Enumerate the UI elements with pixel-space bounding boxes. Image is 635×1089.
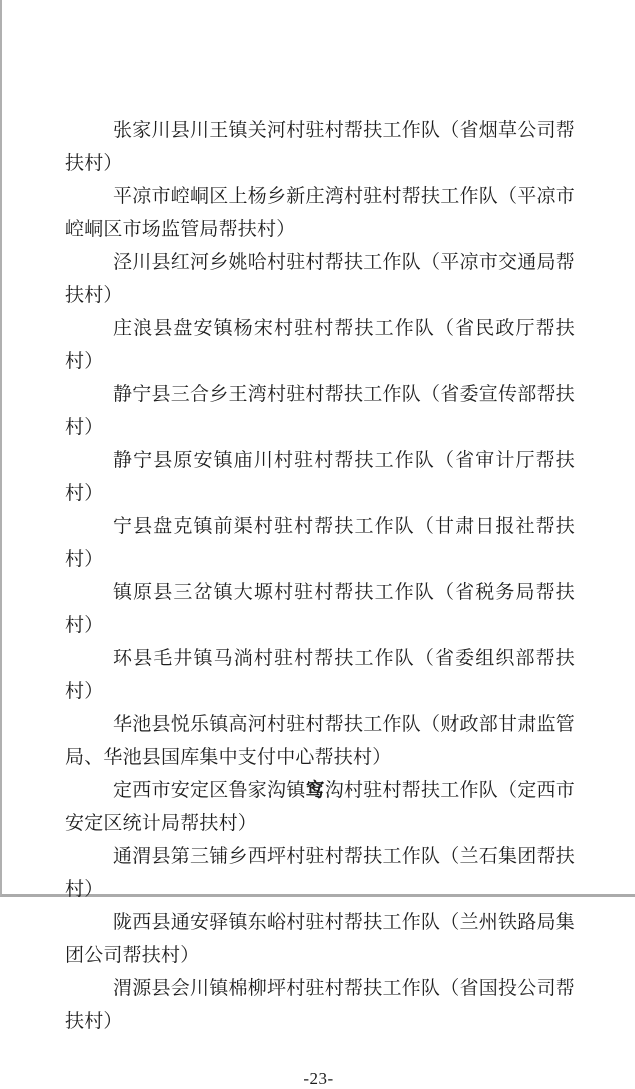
entry-text: 静宁县三合乡王湾村驻村帮扶工作队（省委宣传部帮扶村） bbox=[65, 384, 575, 438]
entry-paragraph bbox=[65, 906, 575, 972]
entry-paragraph bbox=[65, 708, 575, 774]
entry-paragraph bbox=[65, 444, 575, 510]
entry-text: 静宁县原安镇庙川村驻村帮扶工作队（省审计厅帮扶村） bbox=[65, 450, 575, 504]
entry-text: 渭源县会川镇棉柳坪村驻村帮扶工作队（省国投公司帮扶村） bbox=[65, 978, 575, 1032]
entry-paragraph bbox=[65, 576, 575, 642]
entry-text: 陇西县通安驿镇东峪村驻村帮扶工作队（兰州铁路局集团公司帮扶村） bbox=[65, 912, 575, 966]
entry-paragraph bbox=[65, 510, 575, 576]
entry-paragraph bbox=[65, 642, 575, 708]
entry-paragraph bbox=[65, 840, 575, 906]
entry-text: 沟村驻村帮扶工作队（定西市安定区统计局帮扶村） bbox=[65, 780, 575, 834]
entry-paragraph bbox=[65, 114, 575, 180]
entry-text: 庄浪县盘安镇杨宋村驻村帮扶工作队（省民政厅帮扶村） bbox=[65, 318, 575, 372]
entry-paragraph bbox=[65, 180, 575, 246]
entry-text: 张家川县川王镇关河村驻村帮扶工作队（省烟草公司帮扶村） bbox=[65, 120, 575, 174]
entry-paragraph bbox=[65, 312, 575, 378]
entry-text: 环县毛井镇马淌村驻村帮扶工作队（省委组织部帮扶村） bbox=[65, 648, 575, 702]
entry-paragraph bbox=[65, 774, 575, 840]
entry-text: 镇原县三岔镇大塬村驻村帮扶工作队（省税务局帮扶村） bbox=[65, 582, 575, 636]
entry-text: 平凉市崆峒区上杨乡新庄湾村驻村帮扶工作队（平凉市崆峒区市场监管局帮扶村） bbox=[65, 186, 575, 240]
document-body bbox=[2, 0, 635, 1038]
entry-paragraph bbox=[65, 378, 575, 444]
entry-text-bold-glyph: 窎 bbox=[305, 780, 325, 801]
entry-text: 定西市安定区鲁家沟镇 bbox=[113, 780, 306, 801]
entry-text: 宁县盘克镇前渠村驻村帮扶工作队（甘肃日报社帮扶村） bbox=[65, 516, 575, 570]
page-number: -23- bbox=[303, 1069, 334, 1088]
entry-text: 泾川县红河乡姚哈村驻村帮扶工作队（平凉市交通局帮扶村） bbox=[65, 252, 575, 306]
entry-text: 通渭县第三铺乡西坪村驻村帮扶工作队（兰石集团帮扶村） bbox=[65, 846, 575, 900]
entry-paragraph bbox=[65, 972, 575, 1038]
entry-text: 华池县悦乐镇高河村驻村帮扶工作队（财政部甘肃监管局、华池县国库集中支付中心帮扶村） bbox=[65, 714, 575, 768]
entry-paragraph bbox=[65, 246, 575, 312]
